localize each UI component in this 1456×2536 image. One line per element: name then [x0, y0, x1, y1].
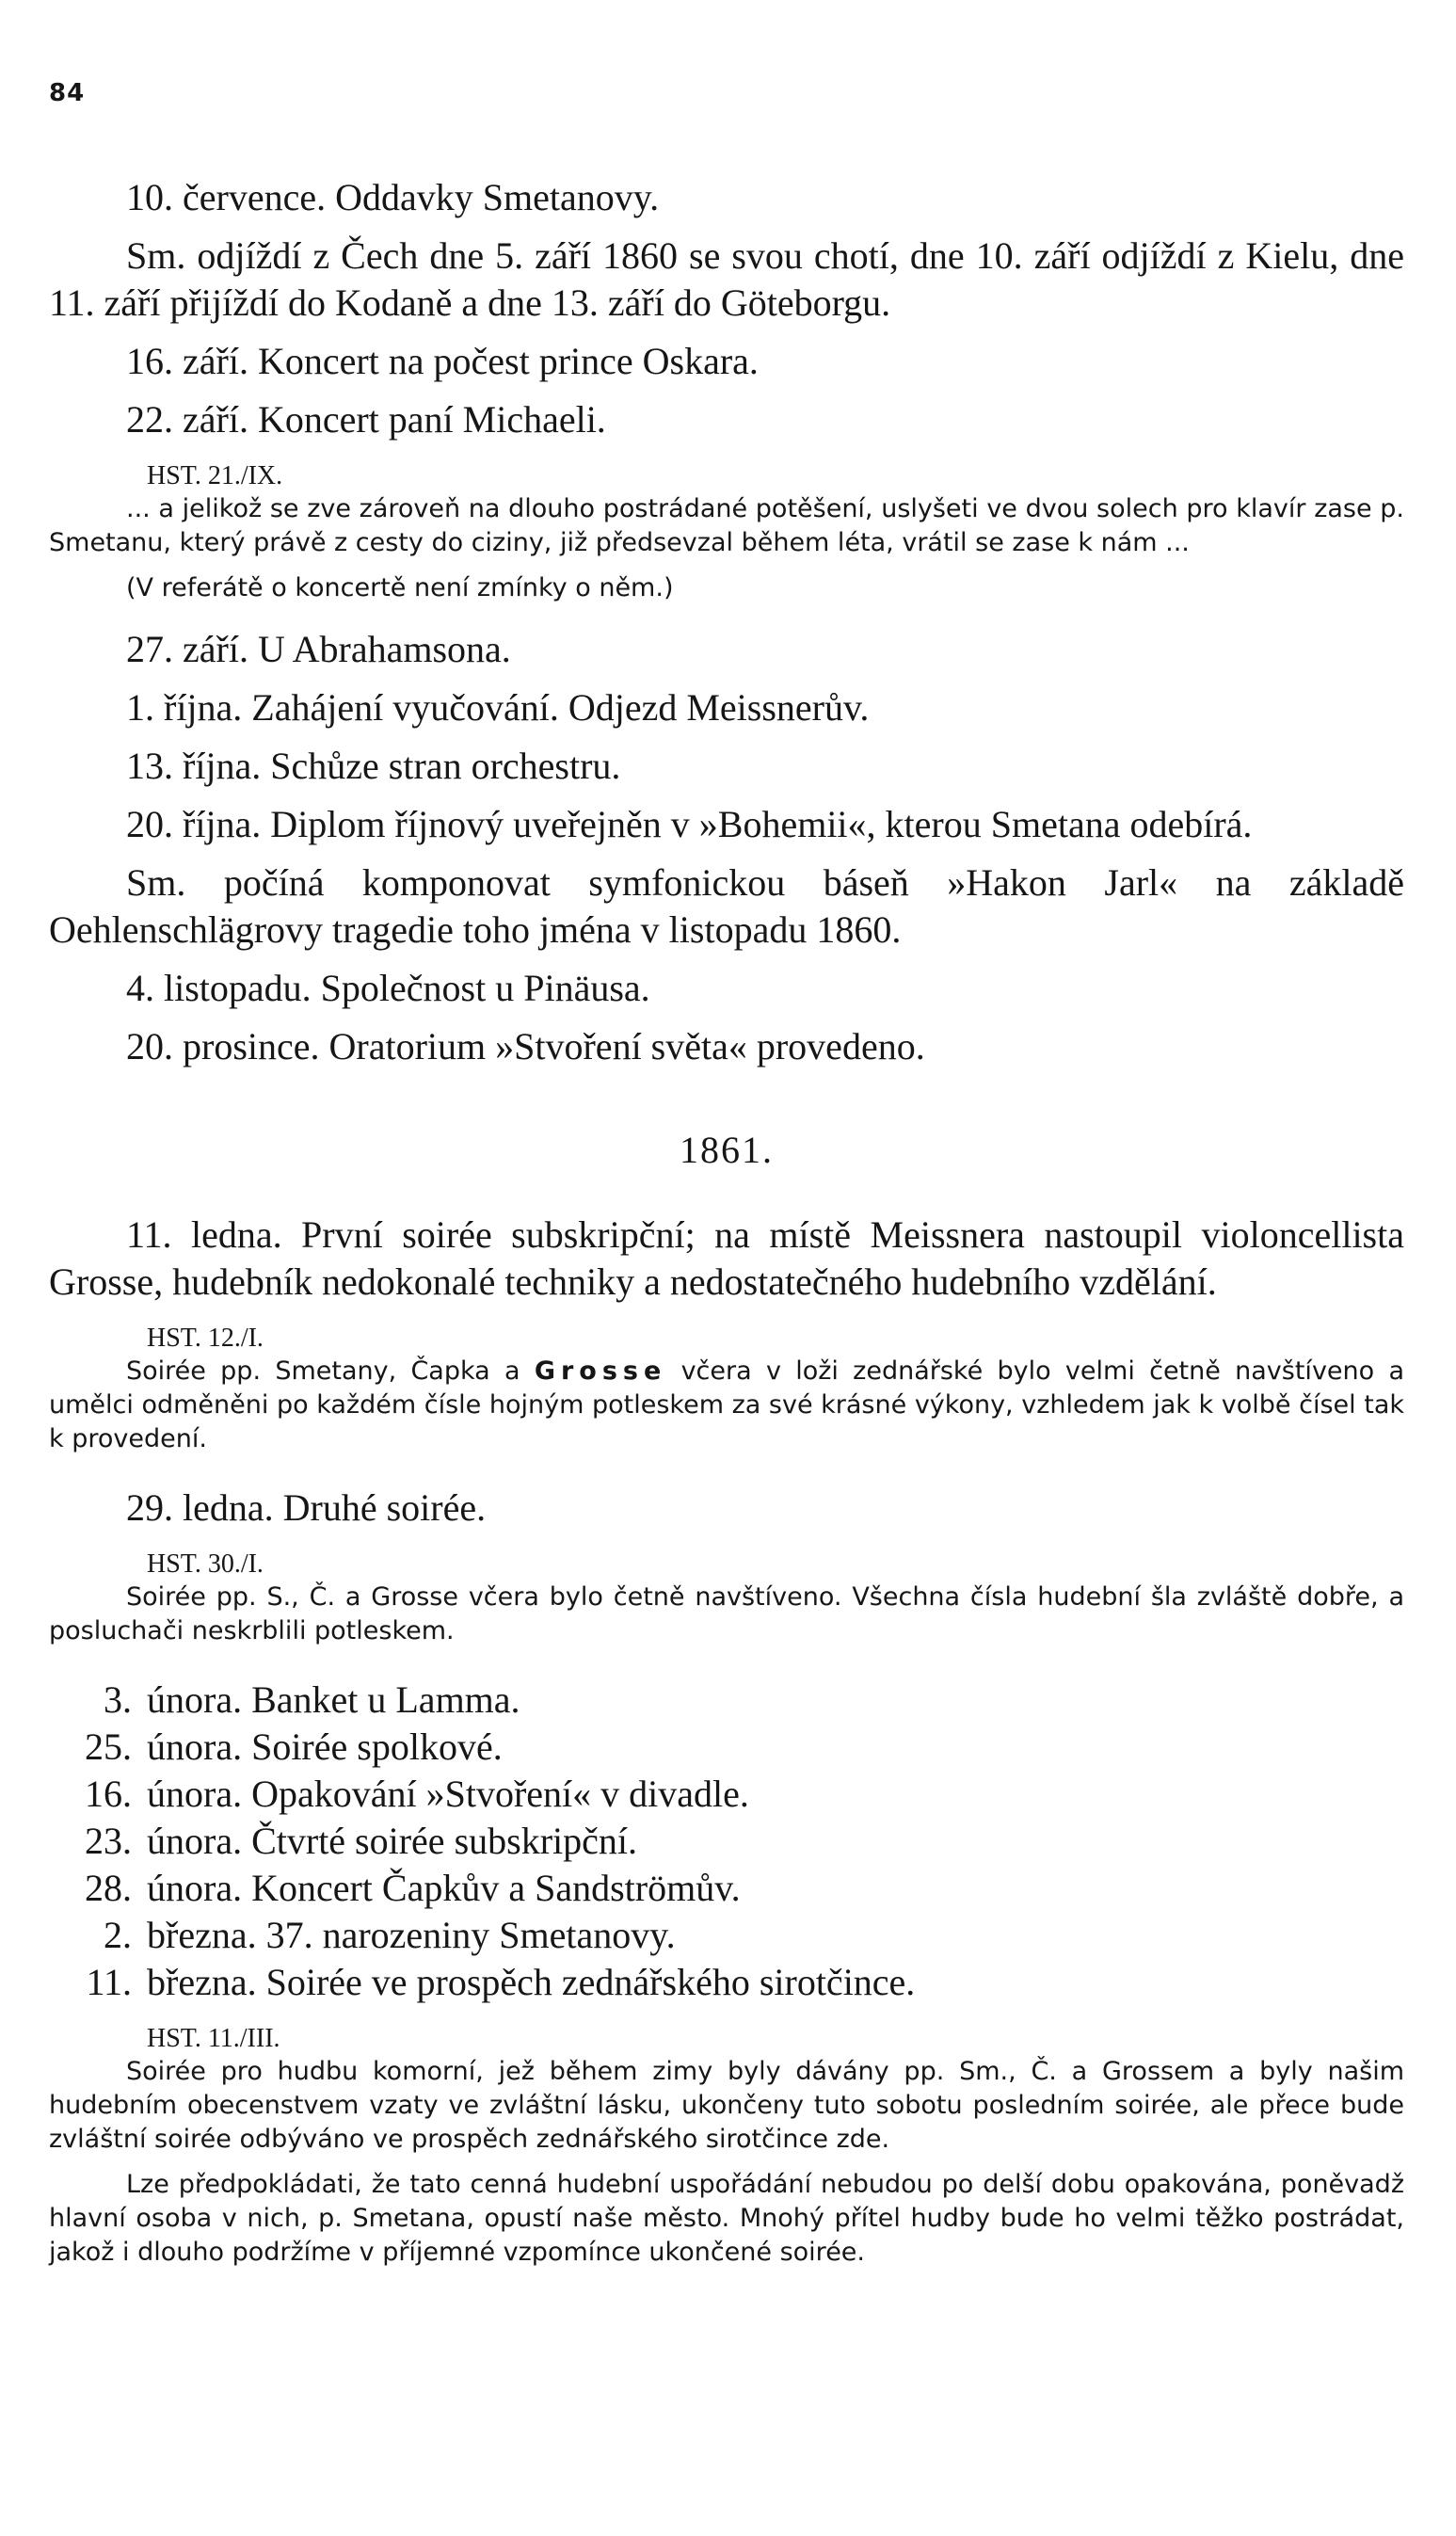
- list-item-text: března. Soirée ve prospěch zednářského sirotčince.: [147, 1961, 916, 2003]
- quotation: Soirée pro hudbu komorní, jež během zimy byly dávány pp. Sm., Č. a Grossem a byly našim hudebním obecenstvem vzaty ve zvláštní lásku, ukončeny tuto sobotu posledním soirée, ale přece bude zvláštní soirée odbýváno ve prospěch zednářského sirotčince zde.: [49, 2057, 1404, 2154]
- entry-paragraph: 29. ledna. Druhé soirée.: [126, 1486, 487, 1529]
- entry-paragraph: Sm. odjíždí z Čech dne 5. září 1860 se svou chotí, dne 10. září odjíždí z Kielu, dne 11. září přijíždí do Kodaně a dne 13. září do Göteborgu.: [49, 234, 1404, 324]
- quotation: Soirée pp. S., Č. a Grosse včera bylo četně navštíveno. Všechna čísla hudební šla zvláště dobře, a posluchači neskrblili potleskem.: [49, 1582, 1404, 1645]
- list-item-date: 25.: [85, 1725, 132, 1768]
- quotation-emphasis: Grosse: [534, 1356, 667, 1386]
- entry-paragraph: 16. září. Koncert na počest prince Oskara.: [126, 340, 759, 382]
- list-item-date: 23.: [85, 1820, 132, 1862]
- entry-paragraph: 27. září. U Abrahamsona.: [126, 628, 511, 670]
- source-reference: HST. 11./III.: [147, 2024, 280, 2053]
- entry-paragraph: 4. listopadu. Společnost u Pinäusa.: [126, 967, 650, 1009]
- quotation-note: (V referátě o koncertě není zmínky o něm.): [126, 573, 674, 602]
- entry-paragraph: Sm. počíná komponovat symfonickou báseň »Hakon Jarl« na základě Oehlenschlägrovy tragedie toho jména v listopadu 1860.: [49, 861, 1404, 951]
- entry-paragraph: 13. října. Schůze stran orchestru.: [126, 745, 621, 787]
- list-item: [49, 1865, 1404, 1912]
- list-item: [49, 1677, 1404, 1724]
- year-heading: 1861.: [680, 1129, 774, 1171]
- entry-paragraph: 10. července. Oddavky Smetanovy.: [126, 176, 660, 218]
- entry-paragraph: 20. října. Diplom říjnový uveřejněn v »Bohemii«, kterou Smetana odebírá.: [126, 803, 1253, 845]
- list-item: [49, 1771, 1404, 1818]
- source-reference: HST. 21./IX.: [147, 461, 283, 490]
- list-item-date: 2.: [104, 1914, 132, 1956]
- source-reference: HST. 12./I.: [147, 1324, 264, 1353]
- list-item-text: února. Soirée spolkové.: [147, 1725, 503, 1768]
- event-list: [49, 1677, 1404, 2006]
- list-item-text: února. Opakování »Stvoření« v divadle.: [147, 1773, 749, 1815]
- quotation: [49, 1355, 1404, 1456]
- list-item: [49, 1724, 1404, 1771]
- quotation-text: včera v loži zednářské bylo velmi četně navštíveno a umělci odměněni po každém čísle hojným potleskem za své krásné výkony, vzhledem jak k volbě čísel tak k provedení.: [49, 1356, 1404, 1453]
- source-reference: HST. 30./I.: [147, 1549, 264, 1579]
- list-item-date: 11.: [86, 1961, 132, 2003]
- quotation-text: Soirée pp. Smetany, Čapka a: [126, 1356, 535, 1386]
- list-item: [49, 1818, 1404, 1865]
- list-item-date: 3.: [104, 1678, 132, 1721]
- page-number: 84: [49, 79, 86, 107]
- entry-paragraph: 20. prosince. Oratorium »Stvoření světa« provedeno.: [126, 1025, 925, 1067]
- page-body: [49, 174, 1404, 2270]
- list-item: [49, 1959, 1404, 2006]
- list-item-date: 28.: [85, 1867, 132, 1909]
- list-item: [49, 1912, 1404, 1959]
- list-item-text: února. Koncert Čapkův a Sandströmův.: [147, 1867, 741, 1909]
- list-item-text: února. Čtvrté soirée subskripční.: [147, 1820, 637, 1862]
- entry-paragraph: 22. září. Koncert paní Michaeli.: [126, 398, 606, 441]
- list-item-date: 16.: [85, 1773, 132, 1815]
- quotation: Lze předpokládati, že tato cenná hudební uspořádání nebudou po delší dobu opakována, poněvadž hlavní osoba v nich, p. Smetana, opustí naše město. Mnohý přítel hudby bude ho velmi těžko postrádat, jakož i dlouho podržíme v příjemné vzpomínce ukončené soirée.: [49, 2170, 1404, 2267]
- list-item-text: února. Banket u Lamma.: [147, 1678, 520, 1721]
- entry-paragraph: 1. října. Zahájení vyučování. Odjezd Meissnerův.: [126, 686, 870, 729]
- quotation: ... a jelikož se zve zároveň na dlouho postrádané potěšení, uslyšeti ve dvou solech pro klavír zase p. Smetanu, který právě z cesty do ciziny, již předsevzal během léta, vrátil se zase k nám ...: [49, 494, 1404, 557]
- list-item-text: března. 37. narozeniny Smetanovy.: [147, 1914, 676, 1956]
- entry-paragraph: 11. ledna. První soirée subskripční; na místě Meissnera nastoupil violoncellista Grosse, hudebník nedokonalé techniky a nedostatečného hudebního vzdělání.: [49, 1213, 1404, 1303]
